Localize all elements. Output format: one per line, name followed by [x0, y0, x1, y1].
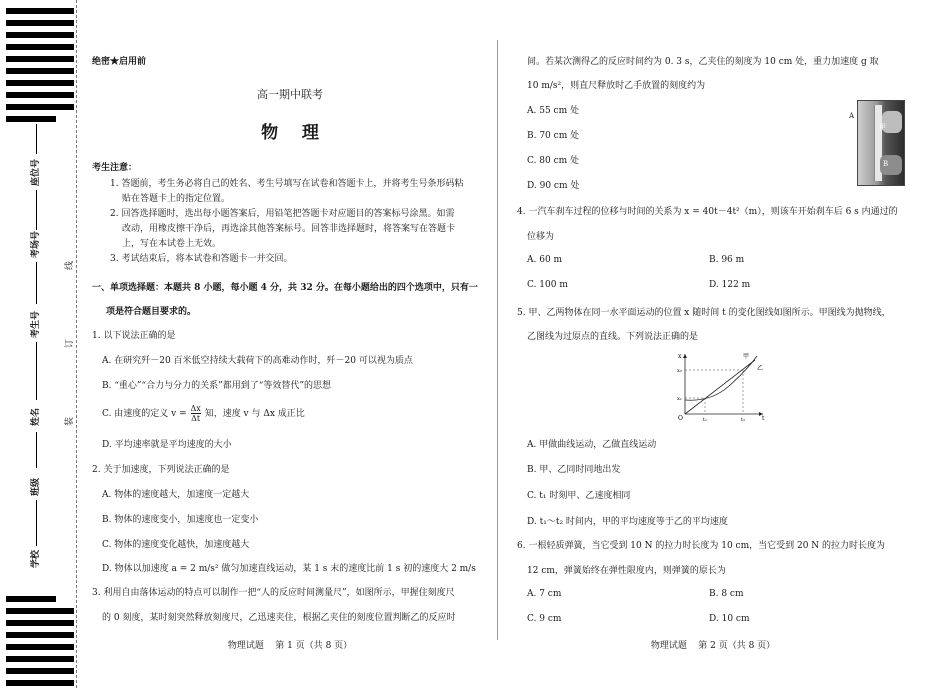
column-divider [497, 40, 498, 640]
cut-mark-bind: 订 [65, 338, 75, 348]
section-heading: 一、单项选择题：本题共 8 小题，每小题 4 分，共 32 分。在每小题给出的四个选项中，只有一 [92, 283, 478, 293]
option: D. 122 m [709, 280, 751, 290]
axis-label-t: t [762, 415, 765, 422]
binding-bar [6, 20, 74, 26]
option: C. 80 cm 处 [527, 156, 580, 166]
curve-label-jia: 甲 [743, 353, 750, 360]
notice-title: 考生注意： [92, 163, 138, 173]
option: A. 55 cm 处 [527, 106, 579, 116]
label-class: 班级 [31, 477, 41, 496]
binding-bar [6, 620, 74, 626]
binding-bar [6, 680, 74, 686]
section-heading-cont: 项是符合题目要求的。 [106, 307, 197, 317]
option-text: 知，速度 v 与 Δx 成正比 [204, 409, 305, 419]
option: C. 9 cm [527, 614, 562, 624]
y-axis-arrow [683, 354, 687, 358]
ruler-photo [857, 100, 905, 186]
fill-line [36, 500, 37, 546]
question-2: 2. 关于加速度，下列说法正确的是 [92, 465, 230, 475]
label-student-id: 考生号 [31, 310, 41, 338]
notice-line: 1. 答题前，考生务必将自己的姓名、考生号填写在试卷和答题卡上，并将考生号条形码粘 [110, 179, 464, 189]
binding-bar [6, 104, 74, 110]
fig-label-jia: 甲 [879, 123, 886, 131]
question-3-cont: 间。若某次测得乙的反应时间约为 0. 3 s，乙夹住的刻度为 10 cm 处，重力加速度 g 取 [527, 57, 879, 67]
binding-bar [6, 80, 74, 86]
fill-line [36, 432, 37, 468]
fig-label-b: B [883, 160, 889, 168]
option: B. 8 cm [709, 589, 744, 599]
binding-bar [6, 8, 74, 14]
xt-graph [677, 350, 767, 422]
question-4: 4. 一汽车刹车过程的位移与时间的关系为 x = 40t－4t²（m），则该车开始刹车后 6 s 内通过的 [517, 207, 898, 217]
cut-line [76, 0, 77, 688]
tick-x2: x₂ [677, 368, 682, 374]
binding-bar [6, 56, 74, 62]
page-footer: 物理试题 第 2 页（共 8 页） [650, 641, 776, 651]
question-4-cont: 位移为 [527, 232, 555, 242]
binding-bar [6, 596, 56, 602]
binding-bar [6, 608, 74, 614]
option: B. 物体的速度变小，加速度也一定变小 [102, 515, 259, 525]
option: D. t₁～t₂ 时间内，甲的平均速度等于乙的平均速度 [527, 517, 728, 527]
tick-t1: t₁ [703, 417, 708, 422]
question-1: 1. 以下说法正确的是 [92, 331, 176, 341]
tick-t2: t₂ [741, 417, 746, 422]
binding-bar [6, 32, 74, 38]
option [102, 404, 305, 423]
option: B. “重心”“合力与分力的关系”都用到了“等效替代”的思想 [102, 381, 331, 391]
page-1 [92, 0, 488, 688]
label-exam-room: 考场号 [31, 230, 41, 258]
option: D. 10 cm [709, 614, 750, 624]
notice-line: 改动，用橡皮擦干净后，再选涂其他答案标号。回答非选择题时，将答案写在答题卡 [122, 224, 456, 234]
option: D. 90 cm 处 [527, 181, 580, 191]
question-5: 5. 甲、乙两物体在同一水平面运动的位置 x 随时间 t 的变化图线如图所示。甲图线为抛物线， [517, 308, 891, 318]
notice-line: 贴在答题卡上的指定位置。 [122, 194, 231, 204]
binding-bar [6, 632, 74, 638]
line-yi [685, 360, 755, 414]
option: A. 7 cm [527, 589, 562, 599]
binding-bar [6, 668, 74, 674]
fill-line [36, 262, 37, 304]
exam-title: 高一期中联考 [257, 88, 323, 101]
origin-label: O [678, 415, 683, 422]
fraction-den: Δt [191, 414, 201, 423]
page-footer: 物理试题 第 1 页（共 8 页） [227, 641, 353, 651]
option: A. 物体的速度越大，加速度一定越大 [102, 490, 250, 500]
option: A. 甲做曲线运动，乙做直线运动 [527, 440, 657, 450]
subject-title: 物 理 [261, 123, 319, 143]
question-3: 3. 利用自由落体运动的特点可以制作一把“人的反应时间测量尺”，如图所示，甲握住刻度尺 [92, 588, 455, 598]
binding-bar [6, 116, 56, 122]
option: B. 甲、乙同时同地出发 [527, 465, 621, 475]
binding-bar [6, 68, 74, 74]
option: B. 70 cm 处 [527, 131, 580, 141]
fill-line [36, 342, 37, 400]
notice-line: 上，写在本试卷上无效。 [122, 239, 222, 249]
notice-line: 3. 考试结束后，将本试卷和答题卡一并交回。 [110, 254, 293, 264]
binding-bar [6, 92, 74, 98]
binding-bar [6, 44, 74, 50]
question-6-cont: 12 cm，弹簧始终在弹性限度内，则弹簧的原长为 [527, 566, 726, 576]
question-5-cont: 乙图线为过原点的直线。下列说法正确的是 [527, 332, 699, 342]
option: A. 60 m [527, 255, 563, 265]
option: D. 平均速率就是平均速度的大小 [102, 440, 232, 450]
fraction-num: Δx [190, 404, 201, 413]
option: D. 物体以加速度 a = 2 m/s² 做匀加速直线运动，某 1 s 末的速度比前 1 s 初的速度大 2 m/s [102, 564, 476, 574]
option: C. 物体的速度变化越快，加速度越大 [102, 540, 250, 550]
fill-line [36, 190, 37, 230]
cut-mark-install: 装 [65, 416, 75, 426]
secret-mark: 绝密★启用前 [92, 57, 147, 67]
label-name: 姓名 [31, 407, 41, 426]
option: B. 96 m [709, 255, 745, 265]
question-3-cont: 的 0 刻度，某时刻突然释放刻度尺，乙迅速夹住，根据乙夹住的刻度位置判断乙的反应时 [102, 613, 456, 623]
option: A. 在研究歼－20 百米低空持续大载荷下的高难动作时，歼－20 可以视为质点 [102, 356, 413, 366]
binding-bar [6, 644, 74, 650]
notice-line: 2. 回答选择题时，选出每小题答案后，用铅笔把答题卡对应题目的答案标号涂黑。如需 [110, 209, 455, 219]
axis-label-x: x [678, 353, 682, 360]
label-school: 学校 [31, 549, 41, 568]
parabola-jia [685, 356, 757, 400]
question-6: 6. 一根轻质弹簧，当它受到 10 N 的拉力时长度为 10 cm，当它受到 20 N 的拉力时长度为 [517, 541, 886, 551]
label-seat-number: 座位号 [31, 158, 41, 186]
option: C. t₁ 时刻甲、乙速度相同 [527, 491, 631, 501]
fig-label-a: A [849, 112, 855, 120]
page-2 [517, 0, 909, 688]
option: C. 100 m [527, 280, 568, 290]
fill-line [36, 124, 37, 154]
fraction [191, 404, 201, 423]
option-text: C. 由速度的定义 v = [102, 409, 187, 419]
binding-bar [6, 656, 74, 662]
question-3-cont: 10 m/s²，则直尺释放时乙手放置的刻度约为 [527, 81, 706, 91]
tick-x1: x₁ [677, 396, 682, 402]
curve-label-yi: 乙 [757, 365, 764, 372]
binding-strip [0, 0, 82, 688]
cut-mark-line: 线 [65, 260, 75, 270]
